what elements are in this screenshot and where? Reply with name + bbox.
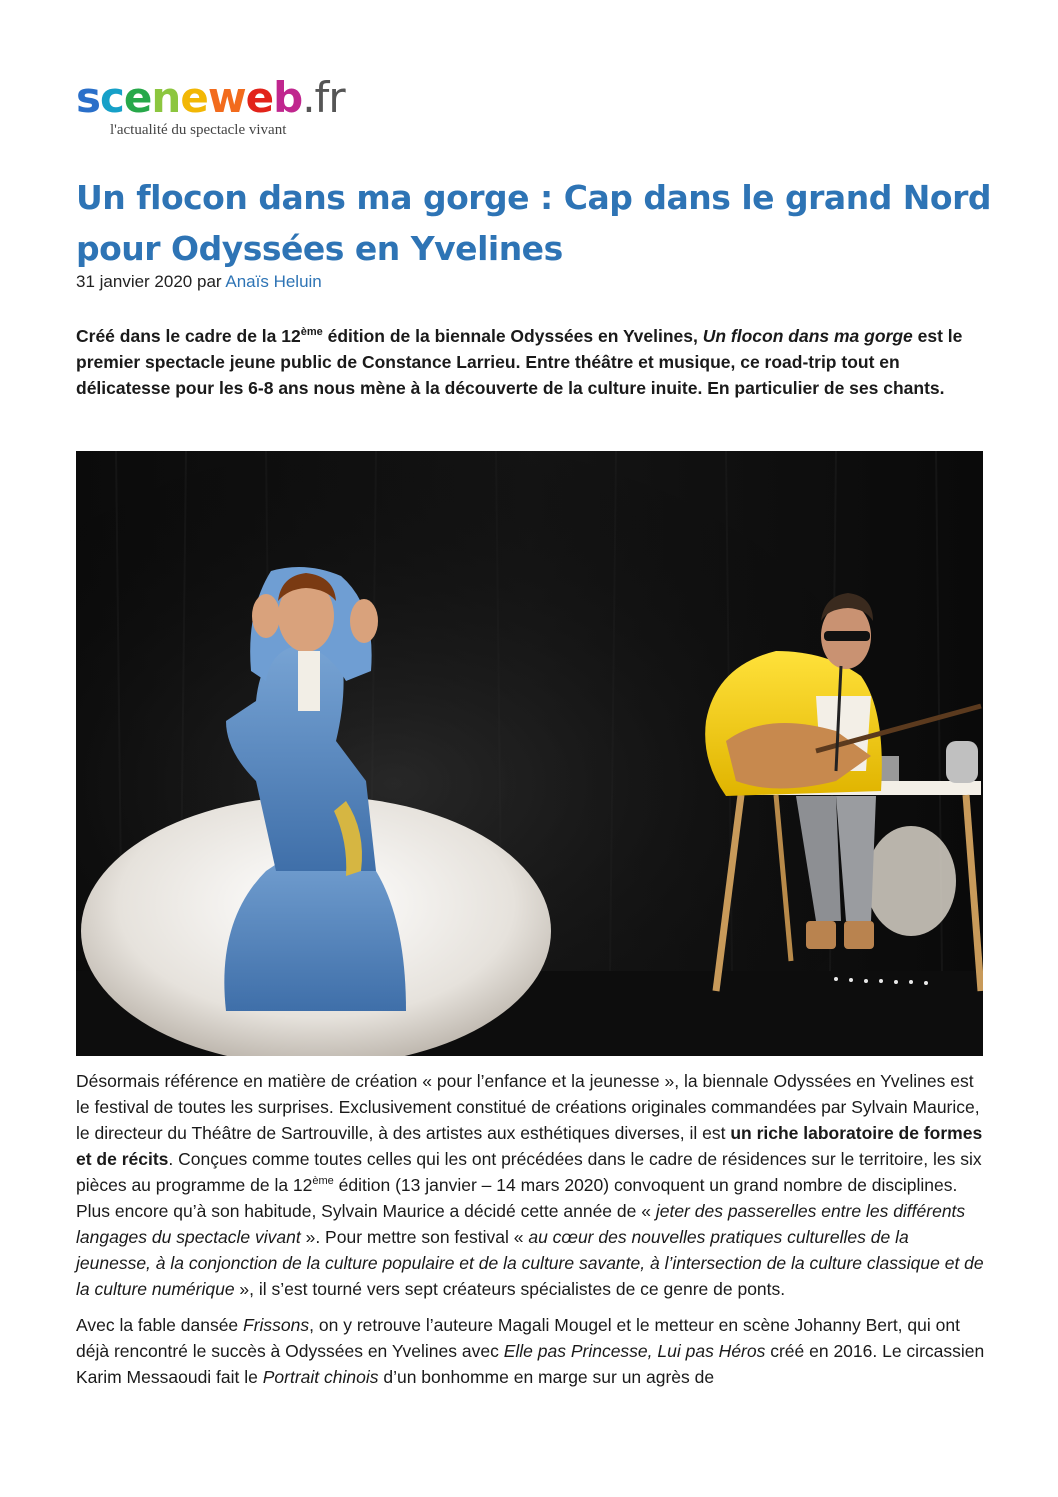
paragraph-text: «	[641, 1201, 656, 1221]
site-logo[interactable]	[76, 73, 345, 139]
paragraph-text: créé en 2016. Le circassien Karim Messaoudi fait le	[76, 1341, 985, 1387]
byline	[76, 272, 322, 292]
paragraph-text: , on y retrouve l’auteure Magali Mougel et le metteur en scène Johanny Bert, qui ont déjà rencontré le succès à Odyssées en Yvelines avec	[76, 1315, 960, 1361]
paragraph-sup: ème	[312, 1175, 334, 1188]
paragraph-quote: au cœur des nouvelles pratiques culturelles de la jeunesse, à la conjonction de la culture populaire et de la culture savante, à l’intersection de la culture classique et de la culture numérique	[76, 1227, 984, 1299]
lead-sup: ème	[300, 326, 323, 339]
paragraph-bold: un riche laboratoire de formes et de récits	[76, 1123, 983, 1169]
paragraph	[76, 1068, 986, 1302]
paragraph-text: édition (13 janvier – 14 mars 2020) convoquent un grand nombre de disciplines. Plus encore qu’à son habitude, Sylvain Maurice a décidé cette année de	[76, 1175, 958, 1221]
logo-wordmark: sceneweb.fr	[76, 73, 345, 122]
paragraph-text: Désormais référence en matière de création « pour l’enfance et la jeunesse », la biennale Odyssées en Yvelines est le festival de toutes les surprises. Exclusivement constitué de créations originales commandées par Sylvain Maurice, le directeur du Théâtre de Sartrouville, à des artistes aux esthétiques diverses, il est	[76, 1071, 980, 1143]
article-title: Un flocon dans ma gorge : Cap dans le grand Nord pour Odyssées en Yvelines	[76, 178, 991, 268]
show-title: Elle pas Princesse, Lui pas Héros	[503, 1341, 766, 1361]
show-title: Portrait chinois	[262, 1367, 379, 1387]
lead-text: est le premier spectacle jeune public de Constance Larrieu. Entre théâtre et musique, ce road-trip tout en délicatesse pour les 6-8 ans nous mène à la découverte de la culture inuite. En particulier de ses chants.	[76, 326, 963, 398]
paragraph-text: d’un bonhomme en marge sur un agrès de	[378, 1367, 715, 1387]
paragraph-text: . Conçues comme toutes celles qui les ont précédées dans le cadre de résidences sur le territoire, les six pièces au programme de la 12	[76, 1149, 982, 1195]
paragraph	[76, 1312, 986, 1390]
paragraph-quote: jeter des passerelles entre les différents langages du spectacle vivant	[76, 1201, 966, 1247]
author-link[interactable]: Anaïs Heluin	[225, 272, 322, 291]
show-title: Frissons	[243, 1315, 310, 1335]
logo-tagline: l'actualité du spectacle vivant	[110, 122, 287, 138]
article-body	[76, 1068, 986, 1400]
lead-text: Créé dans le cadre de la 12	[76, 326, 301, 346]
byline-by: par	[197, 272, 222, 291]
article-photo	[76, 451, 983, 1056]
paragraph-text: », il s’est tourné vers sept créateurs spécialistes de ce genre de ponts.	[234, 1279, 786, 1299]
paragraph-text: Avec la fable dansée	[76, 1315, 244, 1335]
article-date: 31 janvier 2020	[76, 272, 193, 291]
lead-show-title: Un flocon dans ma gorge	[702, 326, 913, 346]
logo-tld: .fr	[302, 73, 345, 122]
lead-text: édition de la biennale Odyssées en Yvelines,	[322, 326, 703, 346]
article-lead	[76, 323, 986, 401]
paragraph-text: ». Pour mettre son festival «	[300, 1227, 529, 1247]
